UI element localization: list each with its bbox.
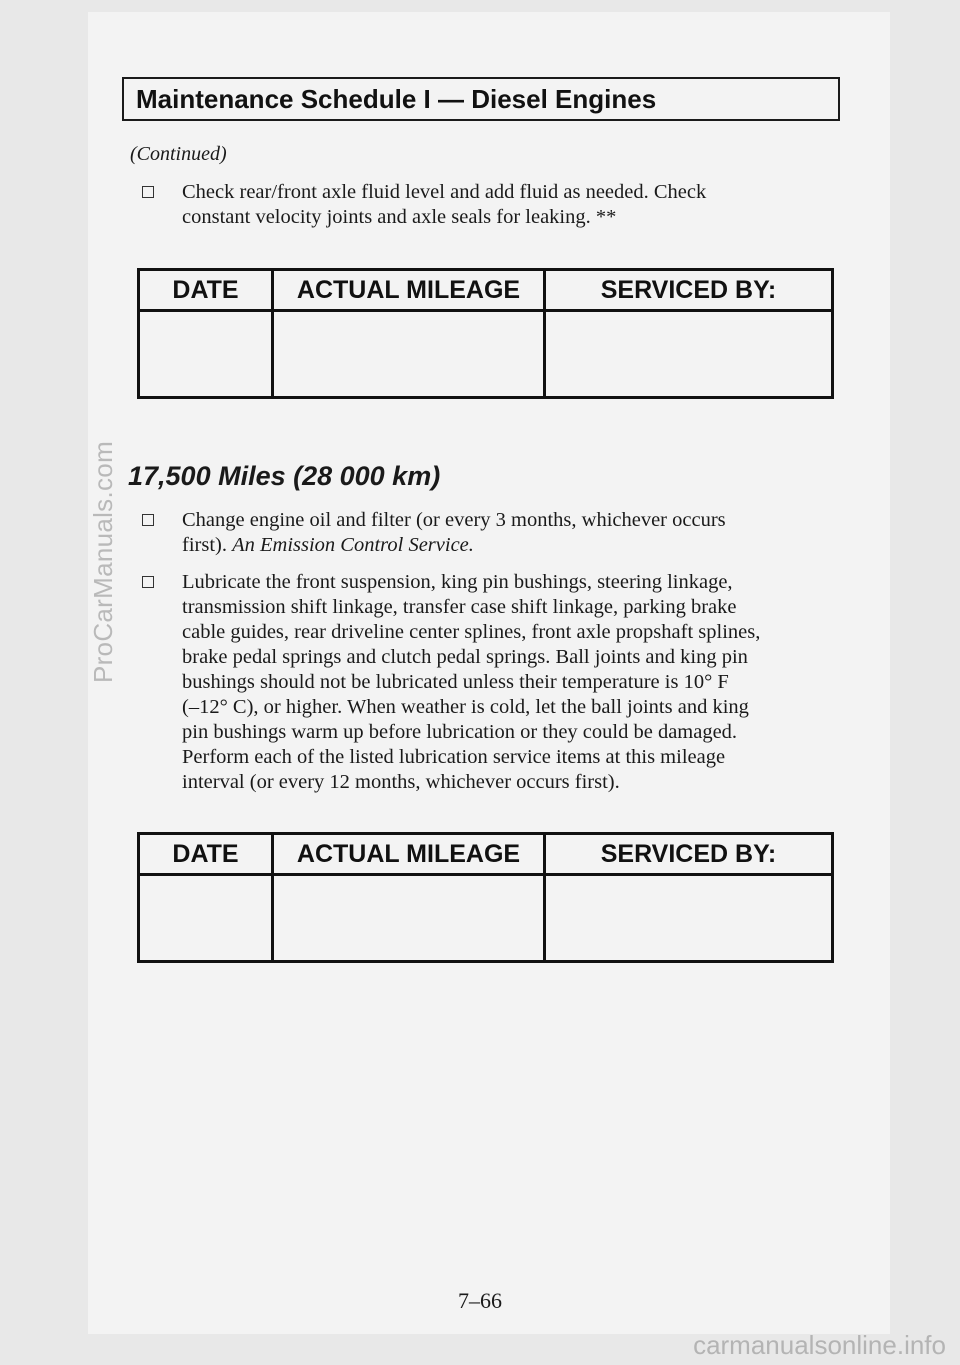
checkbox-icon: [142, 186, 154, 198]
checklist-line: pin bushings warm up before lubrication or they could be damaged.: [182, 721, 738, 743]
serviced-by-cell: [545, 311, 833, 398]
watermark-side: ProCarManuals.com: [88, 440, 118, 684]
checkbox-icon: [142, 514, 154, 526]
section-header-box: [122, 77, 840, 121]
mileage-column-header: ACTUAL MILEAGE: [273, 270, 545, 311]
checklist-item-axle-fluid: [142, 180, 706, 230]
watermark-bottom: carmanualsonline.info: [693, 1330, 946, 1360]
serviced-by-cell: [545, 875, 833, 962]
checklist-line: [182, 533, 726, 558]
mileage-heading: 17,500 Miles (28 000 km): [128, 461, 441, 491]
checkbox-icon: [142, 576, 154, 588]
checklist-item-oil-change: [142, 508, 726, 558]
continued-label: (Continued): [130, 143, 227, 165]
checklist-line: Check rear/front axle fluid level and add fluid as needed. Check: [182, 181, 707, 203]
date-cell: [139, 875, 273, 962]
date-column-header: DATE: [139, 834, 273, 875]
date-column-header: DATE: [139, 270, 273, 311]
checklist-line: interval (or every 12 months, whichever occurs first).: [182, 771, 620, 793]
checklist-line: transmission shift linkage, transfer case shift linkage, parking brake: [182, 596, 737, 618]
emission-control-note: An Emission Control Service.: [232, 534, 474, 556]
checklist-line: Perform each of the listed lubrication service items at this mileage: [182, 746, 726, 768]
serviced-by-column-header: SERVICED BY:: [545, 834, 833, 875]
page-number: 7–66: [458, 1288, 502, 1313]
checklist-line: brake pedal springs and clutch pedal springs. Ball joints and king pin: [182, 646, 748, 668]
table-row: [139, 311, 833, 398]
checklist-line: constant velocity joints and axle seals for leaking. **: [182, 206, 617, 228]
checklist-item-lubrication: [142, 570, 760, 795]
mileage-cell: [273, 311, 545, 398]
checklist-line: (–12° C), or higher. When weather is cold, let the ball joints and king: [182, 696, 749, 718]
checklist-line: Lubricate the front suspension, king pin bushings, steering linkage,: [182, 571, 733, 593]
mileage-column-header: ACTUAL MILEAGE: [273, 834, 545, 875]
mileage-cell: [273, 875, 545, 962]
section-title: Maintenance Schedule I — Diesel Engines: [136, 83, 657, 114]
service-record-table: [137, 268, 834, 399]
date-cell: [139, 311, 273, 398]
serviced-by-column-header: SERVICED BY:: [545, 270, 833, 311]
checklist-line: bushings should not be lubricated unless their temperature is 10° F: [182, 671, 729, 693]
checklist-line: cable guides, rear driveline center splines, front axle propshaft splines,: [182, 621, 761, 643]
service-record-table: [137, 832, 834, 963]
checklist-line-text: first).: [182, 534, 233, 556]
table-row: [139, 875, 833, 962]
checklist-line: Change engine oil and filter (or every 3 months, whichever occurs: [182, 509, 726, 531]
